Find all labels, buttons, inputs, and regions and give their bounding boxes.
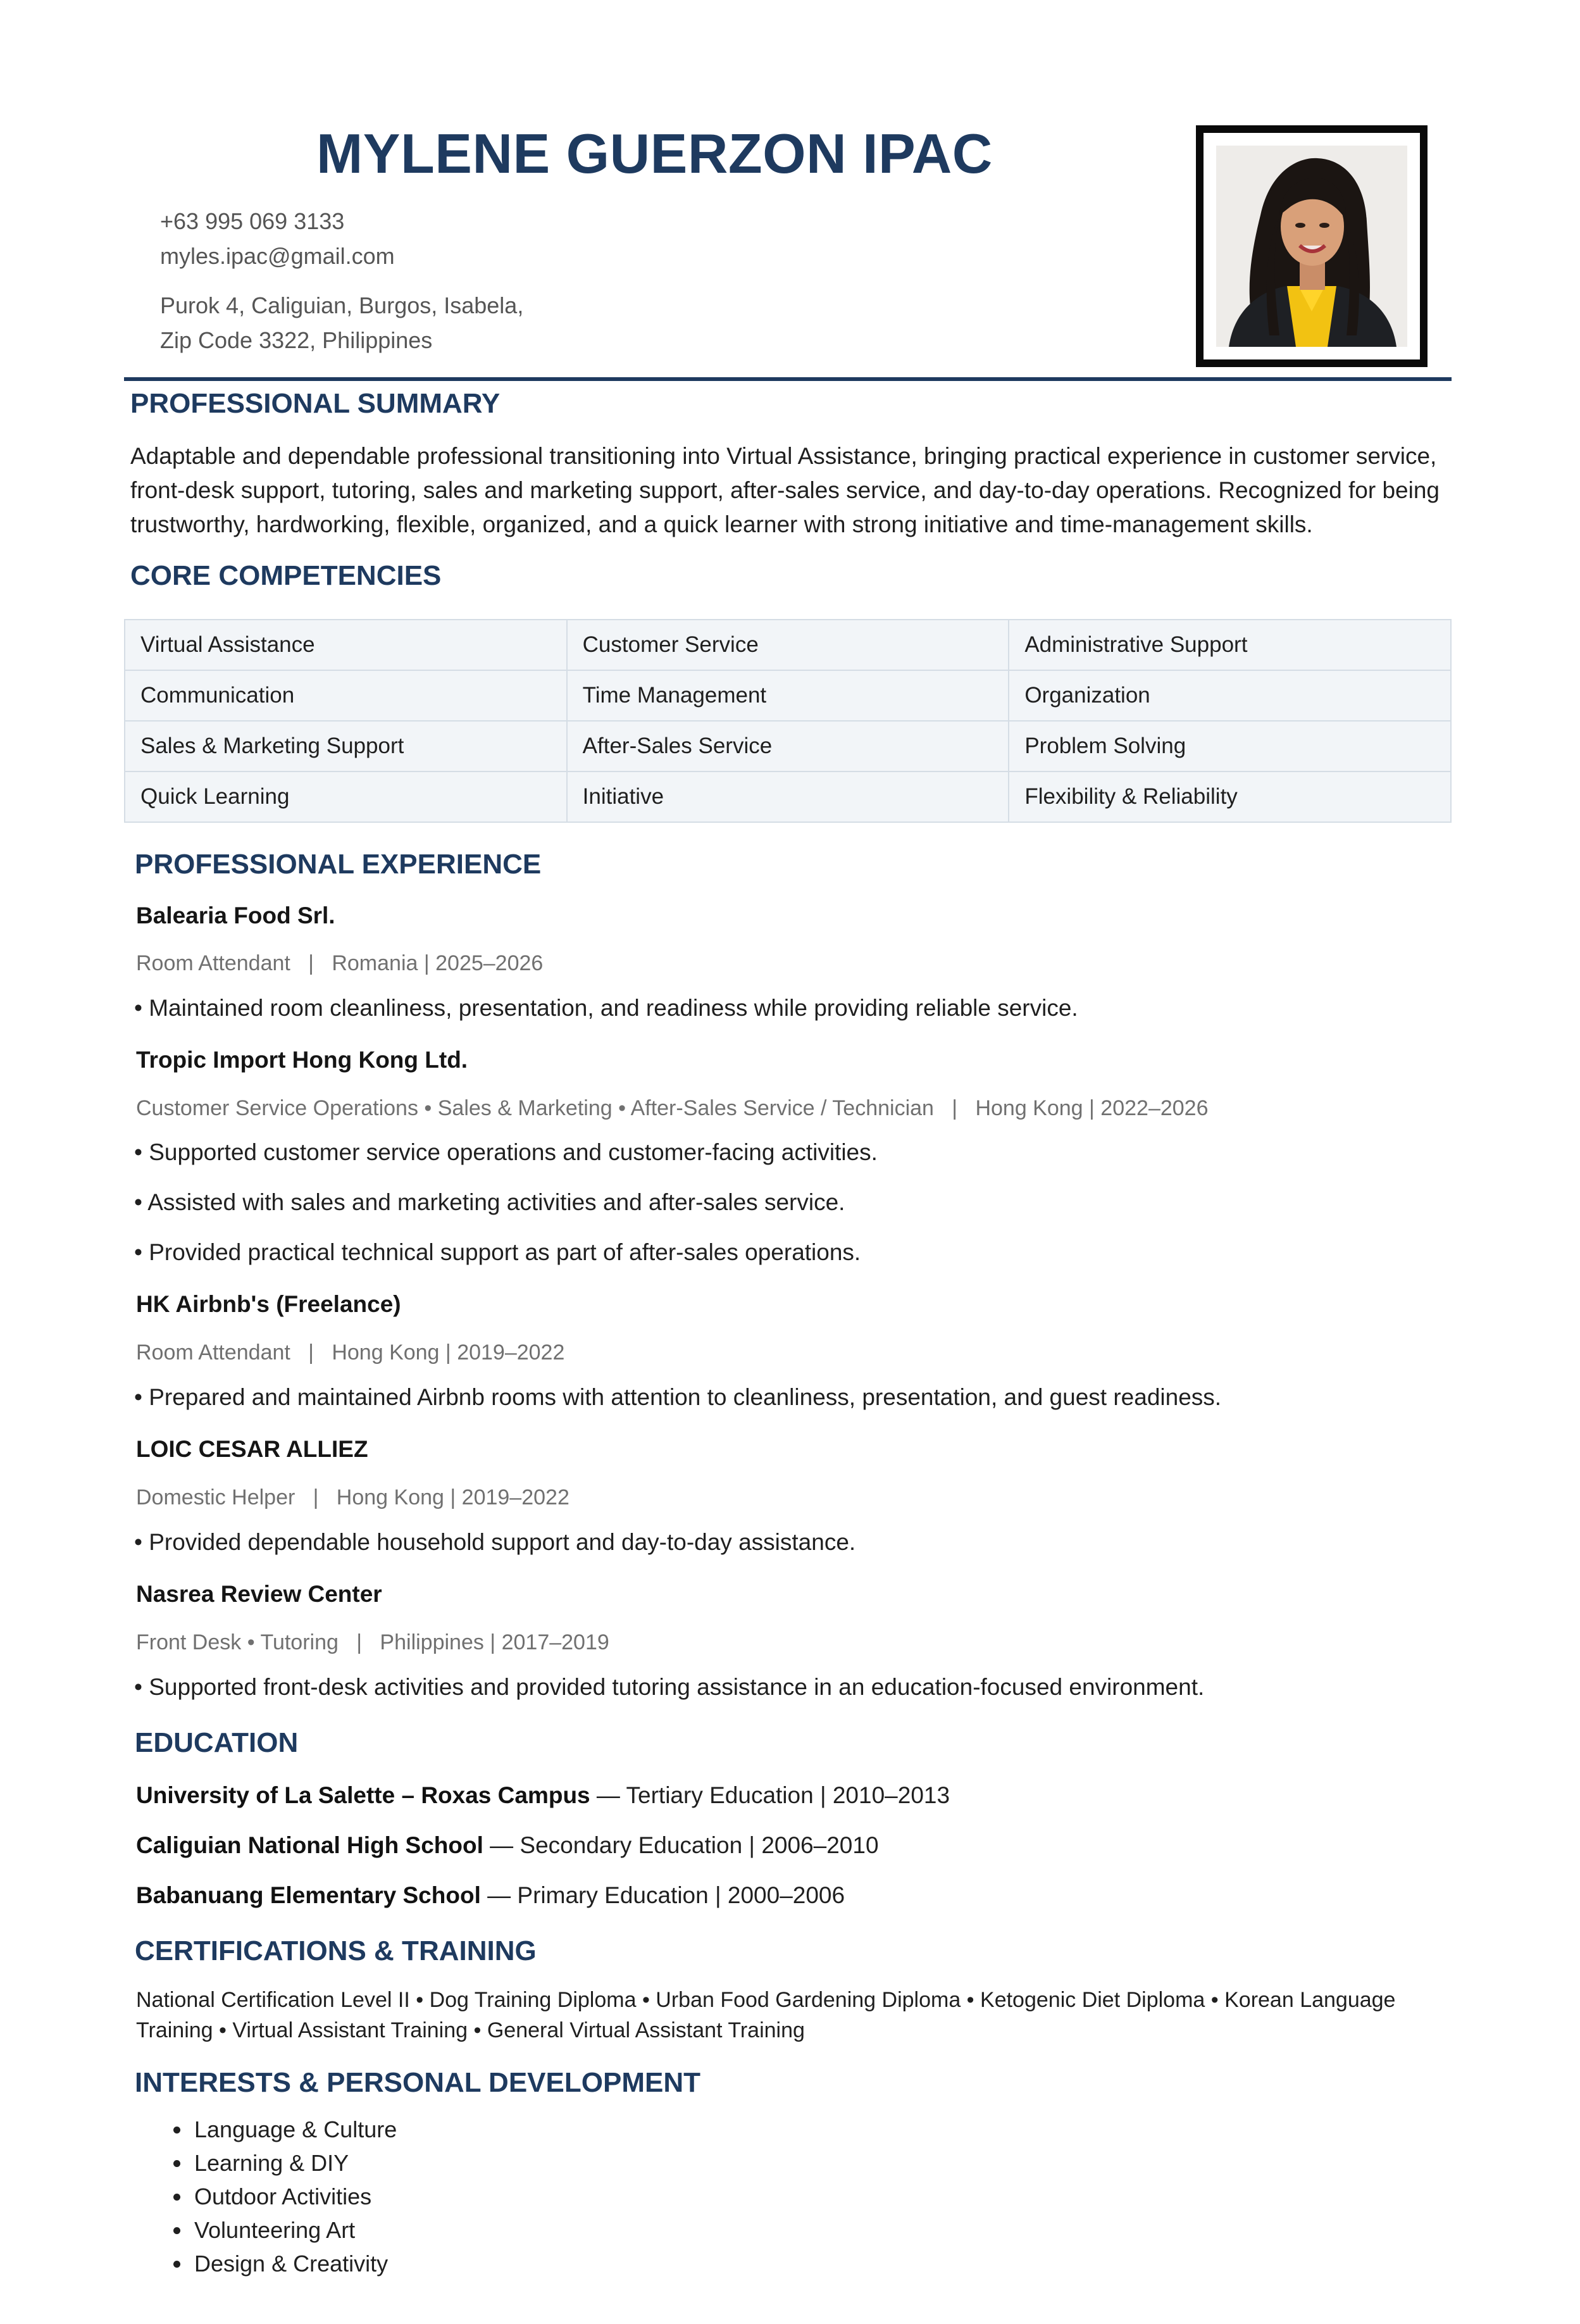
portrait-illustration bbox=[1216, 146, 1407, 347]
job-role: Customer Service Operations • Sales & Marketing • After-Sales Service / Technician | Hong Kong | 2022–2026 bbox=[136, 1096, 1209, 1120]
education-detail: — Primary Education | 2000–2006 bbox=[480, 1882, 845, 1908]
job-company: Nasrea Review Center bbox=[136, 1581, 382, 1607]
competency-cell: Time Management bbox=[567, 670, 1009, 721]
education-detail: — Secondary Education | 2006–2010 bbox=[483, 1832, 879, 1858]
list-item: • Language & Culture bbox=[192, 2113, 397, 2146]
competency-cell: Problem Solving bbox=[1009, 721, 1451, 772]
job-bullet: • Provided practical technical support as part of after-sales operations. bbox=[134, 1239, 861, 1265]
job-bullet: • Prepared and maintained Airbnb rooms with attention to cleanliness, presentation, and guest readiness. bbox=[134, 1384, 1222, 1410]
interests-heading: INTERESTS & PERSONAL DEVELOPMENT bbox=[135, 2067, 700, 2098]
job-company: Balearia Food Srl. bbox=[136, 903, 335, 928]
job-bullet: • Supported customer service operations and customer-facing activities. bbox=[134, 1139, 878, 1165]
table-row bbox=[125, 721, 1451, 772]
email-address: myles.ipac@gmail.com bbox=[160, 243, 395, 269]
address-line-1: Purok 4, Caliguian, Burgos, Isabela, bbox=[160, 292, 524, 318]
competency-cell: After-Sales Service bbox=[567, 721, 1009, 772]
competencies-heading: CORE COMPETENCIES bbox=[130, 560, 442, 591]
table-row bbox=[125, 620, 1451, 670]
competency-cell: Customer Service bbox=[567, 620, 1009, 670]
competency-cell: Organization bbox=[1009, 670, 1451, 721]
experience-heading: PROFESSIONAL EXPERIENCE bbox=[135, 849, 542, 880]
competency-cell: Communication bbox=[125, 670, 567, 721]
job-role: Front Desk • Tutoring | Philippines | 2017–2019 bbox=[136, 1630, 609, 1654]
education-item bbox=[136, 1782, 950, 1809]
job-company: HK Airbnb's (Freelance) bbox=[136, 1291, 401, 1317]
job-role: Room Attendant | Romania | 2025–2026 bbox=[136, 951, 544, 975]
table-row bbox=[125, 670, 1451, 721]
competencies-table bbox=[124, 619, 1452, 823]
school-name: Caliguian National High School bbox=[136, 1832, 483, 1858]
job-bullet: • Supported front-desk activities and provided tutoring assistance in an education-focused environment. bbox=[134, 1674, 1205, 1700]
candidate-name: MYLENE GUERZON IPAC bbox=[316, 122, 993, 185]
competency-cell: Initiative bbox=[567, 772, 1009, 822]
certifications-text: National Certification Level II • Dog Training Diploma • Urban Food Gardening Diploma • Ketogenic Diet Diploma • Korean Language Training • Virtual Assistant Training • General Virtual Assistant Training bbox=[136, 1988, 1396, 2042]
competency-cell: Sales & Marketing Support bbox=[125, 721, 567, 772]
school-name: Babanuang Elementary School bbox=[136, 1882, 481, 1908]
list-item: • Design & Creativity bbox=[192, 2247, 397, 2280]
list-item: • Learning & DIY bbox=[192, 2146, 397, 2180]
summary-heading: PROFESSIONAL SUMMARY bbox=[130, 388, 501, 419]
job-company: Tropic Import Hong Kong Ltd. bbox=[136, 1047, 468, 1073]
certifications-heading: CERTIFICATIONS & TRAINING bbox=[135, 1935, 537, 1966]
summary-text: Adaptable and dependable professional transitioning into Virtual Assistance, bringing practical experience in customer service, front-desk support, tutoring, sales and marketing support, after-sales service, and day-to-day operations. Recognized for being trustworthy, hardworking, flexible, organized, and a quick learner with strong initiative and time-management skills. bbox=[130, 443, 1440, 537]
competency-cell: Administrative Support bbox=[1009, 620, 1451, 670]
list-item: • Outdoor Activities bbox=[192, 2180, 397, 2213]
phone-number: +63 995 069 3133 bbox=[160, 208, 345, 234]
job-bullet: • Maintained room cleanliness, presentation, and readiness while providing reliable service. bbox=[134, 995, 1078, 1021]
interests-list bbox=[136, 2113, 397, 2280]
job-role: Room Attendant | Hong Kong | 2019–2022 bbox=[136, 1340, 565, 1365]
job-bullet: • Assisted with sales and marketing activities and after-sales service. bbox=[134, 1189, 845, 1215]
competency-cell: Flexibility & Reliability bbox=[1009, 772, 1451, 822]
school-name: University of La Salette – Roxas Campus bbox=[136, 1782, 590, 1808]
education-item bbox=[136, 1832, 879, 1859]
list-item: • Volunteering Art bbox=[192, 2213, 397, 2247]
job-role: Domestic Helper | Hong Kong | 2019–2022 bbox=[136, 1485, 569, 1509]
address-line-2: Zip Code 3322, Philippines bbox=[160, 327, 433, 353]
education-detail: — Tertiary Education | 2010–2013 bbox=[590, 1782, 950, 1808]
competency-cell: Virtual Assistance bbox=[125, 620, 567, 670]
education-heading: EDUCATION bbox=[135, 1727, 299, 1758]
education-item bbox=[136, 1882, 845, 1909]
table-row bbox=[125, 772, 1451, 822]
header-divider bbox=[124, 377, 1452, 381]
job-company: LOIC CESAR ALLIEZ bbox=[136, 1436, 368, 1462]
job-bullet: • Provided dependable household support and day-to-day assistance. bbox=[134, 1529, 856, 1555]
profile-photo bbox=[1196, 125, 1428, 367]
competency-cell: Quick Learning bbox=[125, 772, 567, 822]
